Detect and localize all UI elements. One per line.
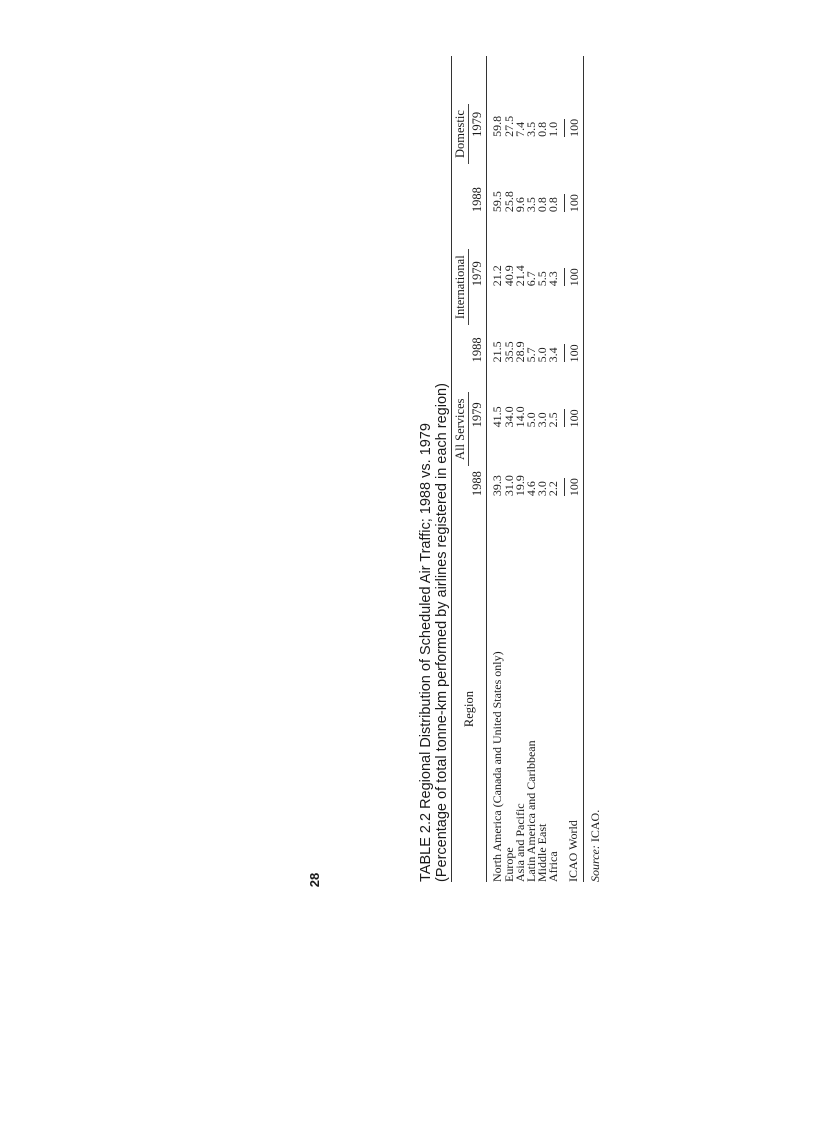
total-value: 100: [564, 119, 580, 137]
region-cell: Middle East: [535, 823, 550, 882]
year-header: 1979: [469, 212, 487, 286]
value-cell: 0.8: [535, 121, 550, 137]
value-cell: 4.3: [546, 271, 561, 287]
region-cell: Africa: [546, 851, 561, 882]
total-row: [560, 56, 583, 882]
region-header-cell: [452, 496, 487, 882]
source-text: ICAO.: [587, 809, 602, 846]
table-row: [537, 56, 548, 882]
value-cell: 21.2: [490, 265, 505, 287]
year-header: 1979: [469, 362, 487, 427]
value-cell: 35.5: [501, 341, 516, 363]
table-row: [487, 56, 504, 882]
table-title: TABLE 2.2 Regional Distribution of Scheduled Air Traffic; 1988 vs. 1979: [418, 423, 434, 882]
year-header: 1988: [469, 286, 487, 362]
year-header: 1988: [469, 427, 487, 496]
value-cell: 3.5: [524, 197, 539, 213]
group-label-domestic: Domestic: [455, 104, 469, 164]
total-value: 100: [564, 194, 580, 212]
value-cell: 21.5: [490, 341, 505, 363]
total-value-cell: [560, 56, 583, 137]
year-header: 1988: [469, 137, 487, 212]
total-region-cell: [560, 496, 583, 882]
data-table: [452, 56, 583, 882]
total-value: 100: [564, 409, 580, 427]
table-row: [526, 56, 537, 882]
value-cell: 59.5: [490, 191, 505, 213]
value-cell: 0.8: [546, 197, 561, 213]
value-cell: 40.9: [501, 265, 516, 287]
region-cell: Europe: [501, 847, 516, 882]
region-header: Region: [461, 691, 476, 728]
value-cell: 19.9: [512, 475, 527, 497]
group-header-international: [452, 212, 469, 362]
value-cell: 7.4: [512, 121, 527, 137]
region-cell: Latin America and Caribbean: [524, 740, 539, 882]
year-header: 1979: [469, 56, 487, 137]
value-cell: 28.9: [512, 341, 527, 363]
value-cell: 41.5: [490, 406, 505, 428]
value-cell: 3.4: [546, 347, 561, 363]
region-cell: Asia and Pacific: [512, 803, 527, 882]
group-header-row: [452, 56, 469, 882]
value-cell: 59.8: [490, 115, 505, 137]
group-label-international: International: [455, 249, 469, 325]
total-value-cell: [560, 286, 583, 362]
value-cell: 5.0: [535, 347, 550, 363]
value-cell: 5.5: [535, 271, 550, 287]
value-cell: 1.0: [546, 121, 561, 137]
total-value-cell: [560, 137, 583, 212]
source-label: Source:: [587, 845, 602, 882]
source-note: [584, 56, 603, 882]
total-region-label: ICAO World: [566, 820, 581, 882]
total-value: 100: [564, 344, 580, 362]
value-cell: 31.0: [501, 475, 516, 497]
region-cell: North America (Canada and United States only): [490, 651, 505, 882]
value-cell: 14.0: [512, 406, 527, 428]
value-cell: 2.5: [546, 412, 561, 428]
value-cell: 3.0: [535, 481, 550, 497]
group-label-all-services: All Services: [455, 393, 469, 466]
rotated-table-block: [418, 56, 638, 882]
total-value-cell: [560, 212, 583, 286]
value-cell: 4.6: [524, 481, 539, 497]
value-cell: 2.2: [546, 481, 561, 497]
value-cell: 5.0: [524, 412, 539, 428]
value-cell: 0.8: [535, 197, 550, 213]
table-subtitle: (Percentage of total tonne-km performed by airlines registered in each region): [434, 383, 450, 882]
value-cell: 21.4: [512, 265, 527, 287]
total-value: 100: [564, 268, 580, 286]
group-header-domestic: [452, 56, 469, 212]
table-row: [504, 56, 515, 882]
total-value-cell: [560, 362, 583, 427]
value-cell: 25.8: [501, 191, 516, 213]
total-value-cell: [560, 427, 583, 496]
page-number: 28: [307, 872, 322, 888]
value-cell: 9.6: [512, 197, 527, 213]
table-row: [548, 56, 559, 882]
value-cell: 27.5: [501, 115, 516, 137]
value-cell: 3.0: [535, 412, 550, 428]
value-cell: 6.7: [524, 271, 539, 287]
value-cell: 34.0: [501, 406, 516, 428]
value-cell: 39.3: [490, 475, 505, 497]
value-cell: 3.5: [524, 121, 539, 137]
total-value: 100: [564, 478, 580, 496]
value-cell: 5.7: [524, 347, 539, 363]
group-header-all-services: [452, 362, 469, 496]
